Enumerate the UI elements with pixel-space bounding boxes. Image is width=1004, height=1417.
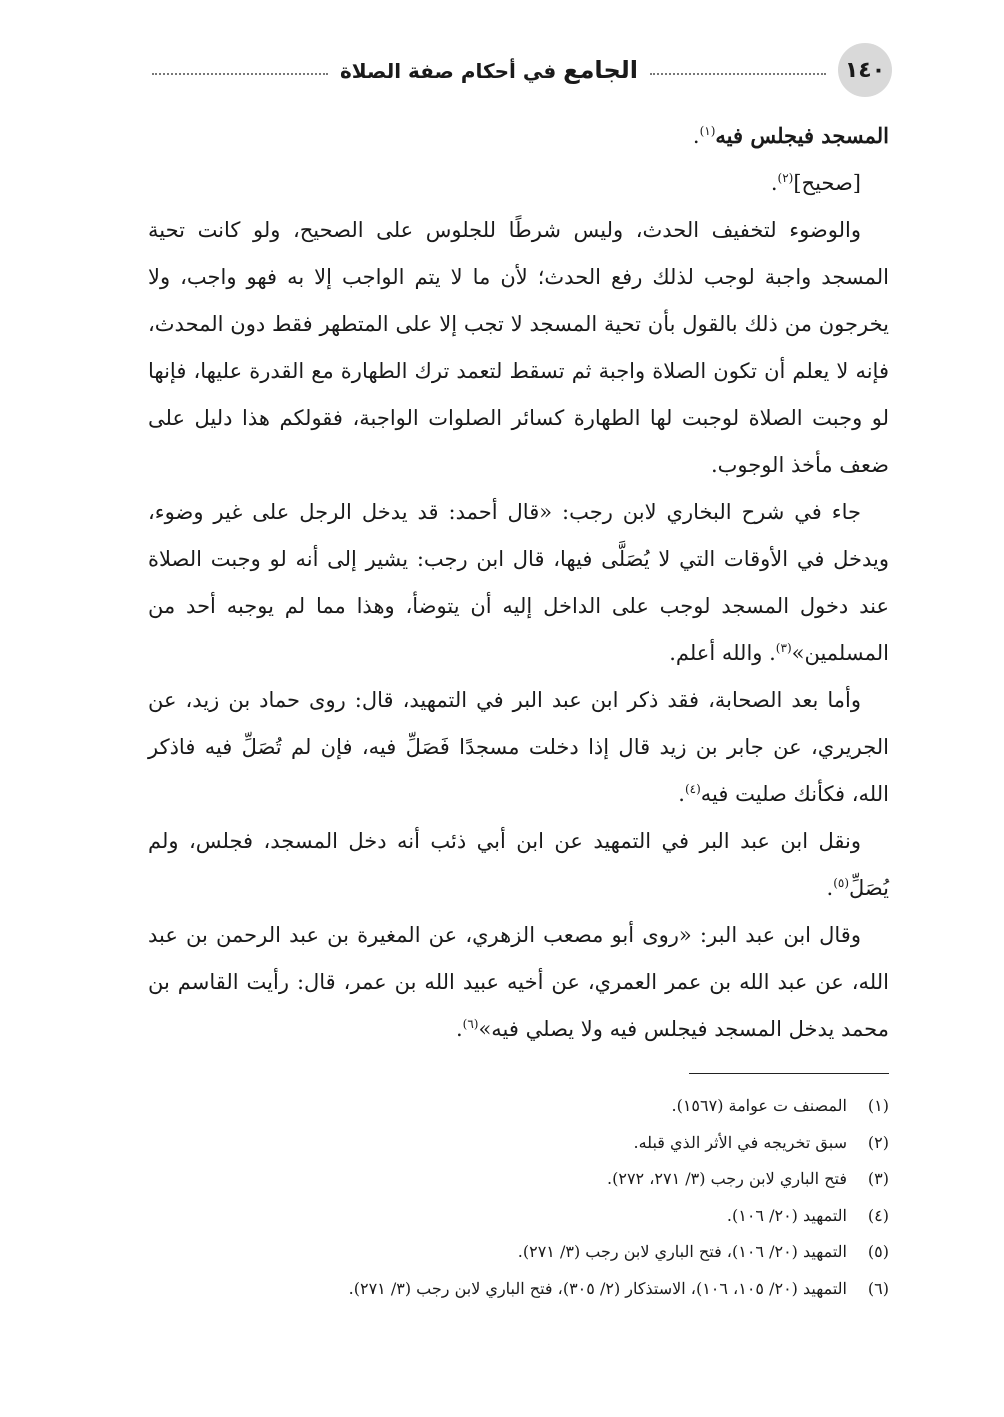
main-text	[148, 112, 889, 1053]
grade-label: [صحيح]	[793, 171, 861, 195]
footnote-number: (٥)	[867, 1242, 889, 1261]
al-qasim-end: .	[455, 1017, 463, 1041]
footnote-number: (١)	[867, 1096, 889, 1115]
footnote-text: التمهيد (٢٠/ ١٠٦).	[726, 1205, 847, 1225]
footnote-ref-1: (١)	[699, 124, 716, 138]
footnote-ref-3: (٣)	[775, 641, 792, 655]
hadith-grade	[148, 160, 889, 207]
header-dotted-leader-right	[650, 73, 826, 75]
ibn-abi-dhib-text: ونقل ابن عبد البر في التمهيد عن ابن أبي ذئب أنه دخل المسجد، فجلس، ولم يُصَلِّ	[148, 829, 889, 900]
ibn-rajab-quote: جاء في شرح البخاري لابن رجب: «قال أحمد: قد يدخل الرجل على غير وضوء، ويدخل في الأوقات التي لا يُصَلَّى فيها، قال ابن رجب: يشير إلى أنه لو وجبت الصلاة عند دخول المسجد لوجب على الداخل إليه أن يتوضأ، وهذا مما لم يوجبه أحد من المسلمين»	[148, 500, 889, 665]
footnote-separator	[689, 1073, 889, 1074]
paragraph-after-companions	[148, 677, 889, 818]
footnote-ref-2: (٢)	[777, 171, 794, 185]
footnote-ref-5: (٥)	[833, 876, 850, 890]
running-title	[340, 56, 638, 84]
footnote-number: (٢)	[867, 1132, 889, 1152]
footnote-number: (٣)	[867, 1169, 889, 1188]
continuation-bold-text: المسجد فيجلس فيه	[715, 123, 889, 148]
ibn-abi-dhib-end: .	[826, 876, 834, 900]
footnote-text: المصنف ت عوامة (١٥٦٧).	[671, 1096, 847, 1115]
header-dotted-leader-left	[152, 73, 328, 75]
footnotes	[148, 1088, 889, 1307]
footnote-item	[148, 1088, 889, 1125]
footnote-number: (٦)	[867, 1278, 889, 1298]
paragraph-continuation	[148, 112, 889, 160]
grade-end: .	[770, 171, 778, 195]
al-qasim-text: وقال ابن عبد البر: «روى أبو مصعب الزهري، عن المغيرة بن عبد الرحمن بن عبد الله، عن عبد الله بن عمر العمري، عن أخيه عبيد الله بن عمر، قال: رأيت القاسم بن محمد يدخل المسجد فيجلس فيه ولا يصلي فيه»	[148, 923, 889, 1041]
footnote-item	[148, 1198, 889, 1235]
footnote-ref-6: (٦)	[462, 1017, 479, 1031]
footnote-ref-4: (٤)	[684, 782, 701, 796]
ibn-rajab-end: . والله أعلم.	[669, 641, 776, 665]
paragraph-ibn-rajab	[148, 489, 889, 677]
footnote-number: (٤)	[867, 1205, 889, 1225]
footnote-item	[148, 1234, 889, 1271]
after-companions-end: .	[678, 782, 685, 806]
running-title-main: الجامع	[563, 56, 638, 84]
footnote-item	[148, 1161, 889, 1198]
paragraph-ibn-abi-dhib	[148, 818, 889, 912]
footnote-text: سبق تخريجه في الأثر الذي قبله.	[633, 1132, 847, 1152]
after-companions-text: وأما بعد الصحابة، فقد ذكر ابن عبد البر في التمهيد، قال: روى حماد بن زيد، عن الجريري، عن جابر بن زيد قال إذا دخلت مسجدًا فَصَلِّ فيه، فإن لم تُصَلِّ فيه فاذكر الله، فكأنك صليت فيه	[148, 688, 889, 806]
page-number-badge: ١٤٠	[838, 43, 892, 97]
footnote-text: التمهيد (٢٠/ ١٠٥، ١٠٦)، الاستذكار (٢/ ٣٠٥)، فتح الباري لابن رجب (٣/ ٢٧١).	[348, 1278, 847, 1298]
footnote-text: التمهيد (٢٠/ ١٠٦)، فتح الباري لابن رجب (٣/ ٢٧١).	[517, 1242, 847, 1261]
paragraph-wudu: والوضوء لتخفيف الحدث، وليس شرطًا للجلوس على الصحيح، ولو كانت تحية المسجد واجبة لوجب لذلك رفع الحدث؛ لأن ما لا يتم الواجب إلا به فهو واجب، ولا يخرجون من ذلك بالقول بأن تحية المسجد لا تجب إلا على المتطهر فقط دون المحدث، فإنه لا يعلم أن تكون الصلاة واجبة ثم تسقط لتعمد ترك الطهارة مع القدرة عليها، فإنها لو وجبت الصلاة لوجبت لها الطهارة كسائر الصلوات الواجبة، فقولكم هذا دليل على ضعف مأخذ الوجوب.	[148, 218, 889, 477]
footnote-text: فتح الباري لابن رجب (٣/ ٢٧١، ٢٧٢).	[607, 1169, 847, 1188]
continuation-end: .	[692, 124, 700, 148]
running-title-rest: في أحكام صفة الصلاة	[340, 59, 557, 83]
paragraph-al-qasim	[148, 912, 889, 1053]
running-header	[140, 40, 892, 100]
footnote-item	[148, 1125, 889, 1162]
footnote-item	[148, 1271, 889, 1308]
